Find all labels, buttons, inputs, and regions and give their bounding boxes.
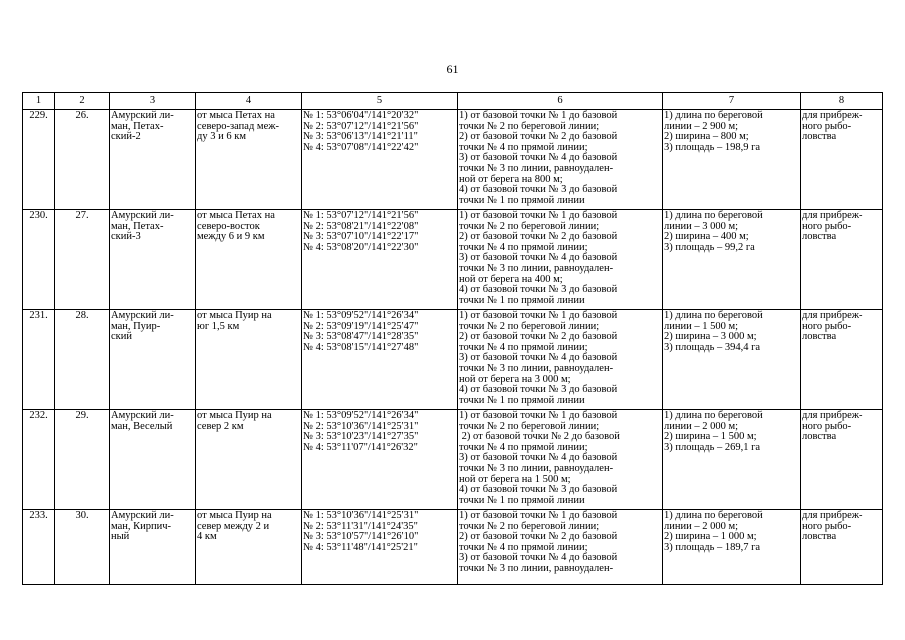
area-boundaries: 1) от базовой точки № 1 до базовой точки № 2 по береговой линии; 2) от базовой точки № 2 до базовой точки № 4 по прямой линии; 3) от базовой точки № 4 до базовой точки № 3 по линии, равноудален- [458, 510, 663, 585]
area-coordinates: № 1: 53°06'04"/141°20'32" № 2: 53°07'12"/141°21'56" № 3: 53°06'13"/141°21'11" № 4: 53°07'08"/141°22'42" [302, 110, 458, 210]
row-number: 230. [23, 210, 55, 310]
area-coordinates: № 1: 53°09'52"/141°26'34" № 2: 53°10'36"/141°25'31" № 3: 53°10'23"/141°27'35" № 4: 53°11'07"/141°26'32" [302, 410, 458, 510]
table-row [23, 210, 883, 310]
area-location: от мыса Петах на северо-восток между 6 и 9 км [196, 210, 302, 310]
col-header: 4 [196, 93, 302, 110]
row-number: 229. [23, 110, 55, 210]
area-name: Амурский ли- ман, Пуир- ский [110, 310, 196, 410]
area-boundaries: 1) от базовой точки № 1 до базовой точки № 2 по береговой линии; 2) от базовой точки № 2 до базовой точки № 4 по прямой линии; 3) от базовой точки № 4 до базовой точки № 3 по линии, равноудален- ной от берега на 800 м; 4) от базовой точки № 3 до базовой точки № 1 по прямой линии [458, 110, 663, 210]
area-dimensions: 1) длина по береговой линии – 2 000 м; 2) ширина – 1 500 м; 3) площадь – 269,1 га [663, 410, 801, 510]
area-coordinates: № 1: 53°10'36"/141°25'31" № 2: 53°11'31"/141°24'35" № 3: 53°10'57"/141°26'10" № 4: 53°11'48"/141°25'21" [302, 510, 458, 585]
area-purpose: для прибреж- ного рыбо- ловства [801, 410, 883, 510]
fishing-areas-table [22, 92, 883, 585]
area-purpose: для прибреж- ного рыбо- ловства [801, 310, 883, 410]
area-name: Амурский ли- ман, Петах- ский-3 [110, 210, 196, 310]
row-sub-number: 29. [55, 410, 110, 510]
header-row [23, 93, 883, 110]
area-boundaries: 1) от базовой точки № 1 до базовой точки № 2 по береговой линии; 2) от базовой точки № 2 до базовой точки № 4 по прямой линии; 3) от базовой точки № 4 до базовой точки № 3 по линии, равноудален- ной от берега на 1 500 м; 4) от базовой точки № 3 до базовой точки № 1 по прямой линии [458, 410, 663, 510]
area-coordinates: № 1: 53°09'52"/141°26'34" № 2: 53°09'19"/141°25'47" № 3: 53°08'47"/141°28'35" № 4: 53°08'15"/141°27'48" [302, 310, 458, 410]
row-sub-number: 30. [55, 510, 110, 585]
area-name: Амурский ли- ман, Веселый [110, 410, 196, 510]
area-dimensions: 1) длина по береговой линии – 1 500 м; 2) ширина – 3 000 м; 3) площадь – 394,4 га [663, 310, 801, 410]
area-dimensions: 1) длина по береговой линии – 3 000 м; 2) ширина – 400 м; 3) площадь – 99,2 га [663, 210, 801, 310]
area-dimensions: 1) длина по береговой линии – 2 900 м; 2) ширина – 800 м; 3) площадь – 198,9 га [663, 110, 801, 210]
page-number: 61 [446, 62, 459, 76]
table-row [23, 110, 883, 210]
area-name: Амурский ли- ман, Кирпич- ный [110, 510, 196, 585]
area-dimensions: 1) длина по береговой линии – 2 000 м; 2) ширина – 1 000 м; 3) площадь – 189,7 га [663, 510, 801, 585]
area-name: Амурский ли- ман, Петах- ский-2 [110, 110, 196, 210]
table-row [23, 310, 883, 410]
col-header: 6 [458, 93, 663, 110]
row-number: 232. [23, 410, 55, 510]
col-header: 3 [110, 93, 196, 110]
area-boundaries: 1) от базовой точки № 1 до базовой точки № 2 по береговой линии; 2) от базовой точки № 2 до базовой точки № 4 по прямой линии; 3) от базовой точки № 4 до базовой точки № 3 по линии, равноудален- ной от берега на 400 м; 4) от базовой точки № 3 до базовой точки № 1 по прямой линии [458, 210, 663, 310]
col-header: 5 [302, 93, 458, 110]
area-boundaries: 1) от базовой точки № 1 до базовой точки № 2 по береговой линии; 2) от базовой точки № 2 до базовой точки № 4 по прямой линии; 3) от базовой точки № 4 до базовой точки № 3 по линии, равноудален- ной от берега на 3 000 м; 4) от базовой точки № 3 до базовой точки № 1 по прямой линии [458, 310, 663, 410]
table-row [23, 510, 883, 585]
area-purpose: для прибреж- ного рыбо- ловства [801, 110, 883, 210]
col-header: 2 [55, 93, 110, 110]
col-header: 8 [801, 93, 883, 110]
area-coordinates: № 1: 53°07'12"/141°21'56" № 2: 53°08'21"/141°22'08" № 3: 53°07'10"/141°22'17" № 4: 53°08'20"/141°22'30" [302, 210, 458, 310]
row-number: 231. [23, 310, 55, 410]
area-location: от мыса Петах на северо-запад меж- ду 3 и 6 км [196, 110, 302, 210]
row-sub-number: 28. [55, 310, 110, 410]
col-header: 7 [663, 93, 801, 110]
row-number: 233. [23, 510, 55, 585]
area-location: от мыса Пуир на север 2 км [196, 410, 302, 510]
col-header: 1 [23, 93, 55, 110]
area-purpose: для прибреж- ного рыбо- ловства [801, 210, 883, 310]
area-location: от мыса Пуир на север между 2 и 4 км [196, 510, 302, 585]
row-sub-number: 27. [55, 210, 110, 310]
area-location: от мыса Пуир на юг 1,5 км [196, 310, 302, 410]
row-sub-number: 26. [55, 110, 110, 210]
area-purpose: для прибреж- ного рыбо- ловства [801, 510, 883, 585]
table-row [23, 410, 883, 510]
